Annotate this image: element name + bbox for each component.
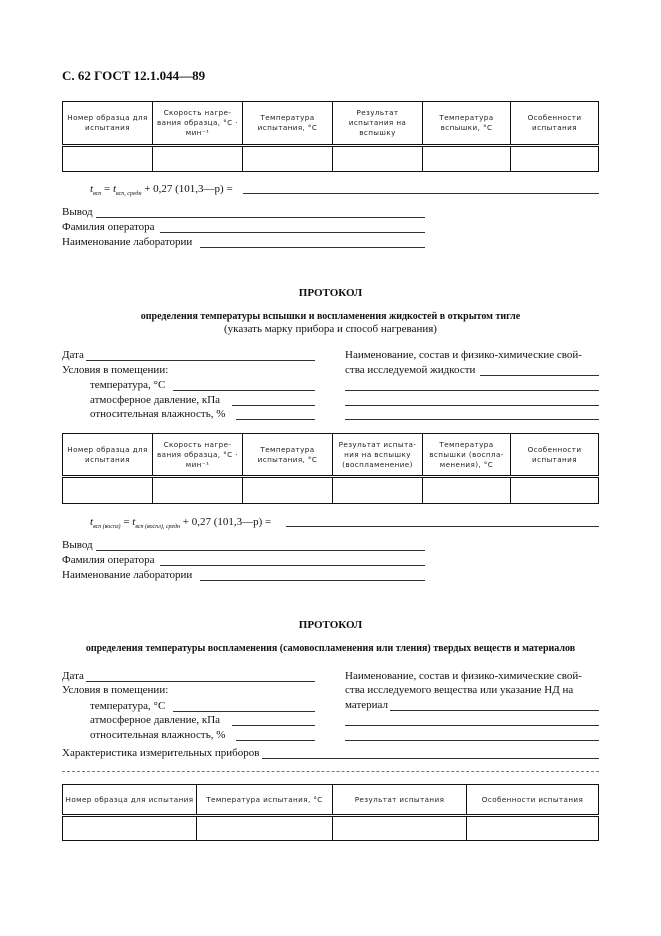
conditions-label: Условия в помещении: [62, 684, 169, 696]
substance-label: Наименование, состав и физико-химические свой- [345, 670, 582, 682]
conclusion-label: Вывод [62, 206, 93, 218]
results-table-1 [62, 101, 599, 172]
column-header: Особенности испытания [511, 434, 599, 477]
formula-1: $t_{всп} = t_{всп, средн} + 0,27$ (101,3—p) = [90, 183, 233, 198]
table-cell[interactable] [243, 477, 333, 504]
temperature-field[interactable] [173, 390, 315, 391]
protocol-2-note: (указать марку прибора и способ нагревания) [224, 323, 437, 335]
humidity-label: относительная влажность, % [90, 729, 226, 741]
column-header: Результат испытания на вспышку [333, 102, 423, 146]
substance-field[interactable] [345, 725, 599, 726]
protocol-2-subtitle: определения температуры вспышки и воспламенения жидкостей в открытом тигле [140, 311, 521, 322]
table-cell[interactable] [63, 477, 153, 504]
table-cell[interactable] [333, 477, 423, 504]
table-cell[interactable] [63, 146, 153, 172]
column-header: Температура вспышки, °С [423, 102, 511, 146]
humidity-field[interactable] [236, 740, 315, 741]
conclusion-field[interactable] [96, 217, 425, 218]
lab-label: Наименование лаборатории [62, 236, 193, 248]
temperature-label: температура, °С [90, 700, 166, 712]
column-header: Результат испытания [333, 785, 467, 816]
conclusion-label: Вывод [62, 539, 93, 551]
material-label: материал [345, 699, 389, 711]
substance-field[interactable] [345, 419, 599, 420]
date-field[interactable] [86, 360, 315, 361]
column-header: Температура испытания, °С [243, 102, 333, 146]
substance-field[interactable] [345, 390, 599, 391]
date-label: Дата [62, 670, 84, 682]
pressure-label: атмосферное давление, кПа [90, 714, 221, 726]
column-header: Номер образца для испытания [63, 785, 197, 816]
table-cell[interactable] [423, 477, 511, 504]
substance-label-cont: ства исследуемого вещества или указание НД на [345, 684, 574, 696]
table-cell[interactable] [333, 816, 467, 841]
temperature-field[interactable] [173, 711, 315, 712]
column-header: Особенности испытания [511, 102, 599, 146]
table-cell[interactable] [511, 477, 599, 504]
instruments-field-cont[interactable] [62, 771, 599, 772]
conclusion-field[interactable] [96, 550, 425, 551]
column-header: Номер образца для испытания [63, 434, 153, 477]
column-header: Температура испытания, °С [197, 785, 333, 816]
pressure-field[interactable] [232, 405, 315, 406]
humidity-label: относительная влажность, % [90, 408, 226, 420]
protocol-3-subtitle: определения температуры воспламенения (самовоспламенения или тления) твердых веществ и материалов [85, 643, 576, 654]
table-cell[interactable] [153, 477, 243, 504]
column-header: Температура испытания, °С [243, 434, 333, 477]
table-cell[interactable] [467, 816, 599, 841]
conditions-label: Условия в помещении: [62, 364, 169, 376]
substance-label-cont: ства исследуемой жидкости [345, 364, 476, 376]
substance-field[interactable] [345, 740, 599, 741]
date-field[interactable] [86, 681, 315, 682]
column-header: Номер образца для испытания [63, 102, 153, 146]
results-table-3 [62, 784, 599, 841]
table-cell[interactable] [333, 146, 423, 172]
pressure-label: атмосферное давление, кПа [90, 394, 221, 406]
table-cell[interactable] [63, 816, 197, 841]
column-header: Особенности испытания [467, 785, 599, 816]
instruments-label: Характеристика измерительных приборов [62, 747, 260, 759]
protocol-2-title: ПРОТОКОЛ [298, 287, 363, 299]
operator-field[interactable] [160, 565, 425, 566]
pressure-field[interactable] [232, 725, 315, 726]
substance-field[interactable] [345, 405, 599, 406]
table-cell[interactable] [511, 146, 599, 172]
table-cell[interactable] [153, 146, 243, 172]
lab-field[interactable] [200, 580, 425, 581]
page-header: С. 62 ГОСТ 12.1.044—89 [62, 68, 206, 83]
formula-2-result-field[interactable] [286, 526, 599, 527]
table-cell[interactable] [197, 816, 333, 841]
operator-field[interactable] [160, 232, 425, 233]
column-header: Температура вспышки (воспла-менения), °С [423, 434, 511, 477]
operator-label: Фамилия оператора [62, 221, 155, 233]
formula-1-result-field[interactable] [243, 193, 599, 194]
instruments-field[interactable] [262, 758, 599, 759]
humidity-field[interactable] [236, 419, 315, 420]
lab-field[interactable] [200, 247, 425, 248]
substance-label: Наименование, состав и физико-химические свой- [345, 349, 582, 361]
column-header: Скорость нагре-вания образца, °С · мин⁻¹ [153, 102, 243, 146]
substance-field[interactable] [390, 710, 599, 711]
table-cell[interactable] [243, 146, 333, 172]
column-header: Скорость нагре-вания образца, °С · мин⁻¹ [153, 434, 243, 477]
protocol-3-title: ПРОТОКОЛ [298, 619, 363, 631]
operator-label: Фамилия оператора [62, 554, 155, 566]
substance-field[interactable] [480, 375, 599, 376]
column-header: Результат испыта-ния на вспышку (воспламенение) [333, 434, 423, 477]
temperature-label: температура, °С [90, 379, 166, 391]
formula-2: $t_{всп (воспл)} = t_{всп (воспл), средн} + 0,27$ (101,3—p) = [90, 516, 272, 531]
results-table-2 [62, 433, 599, 504]
date-label: Дата [62, 349, 84, 361]
table-cell[interactable] [423, 146, 511, 172]
lab-label: Наименование лаборатории [62, 569, 193, 581]
